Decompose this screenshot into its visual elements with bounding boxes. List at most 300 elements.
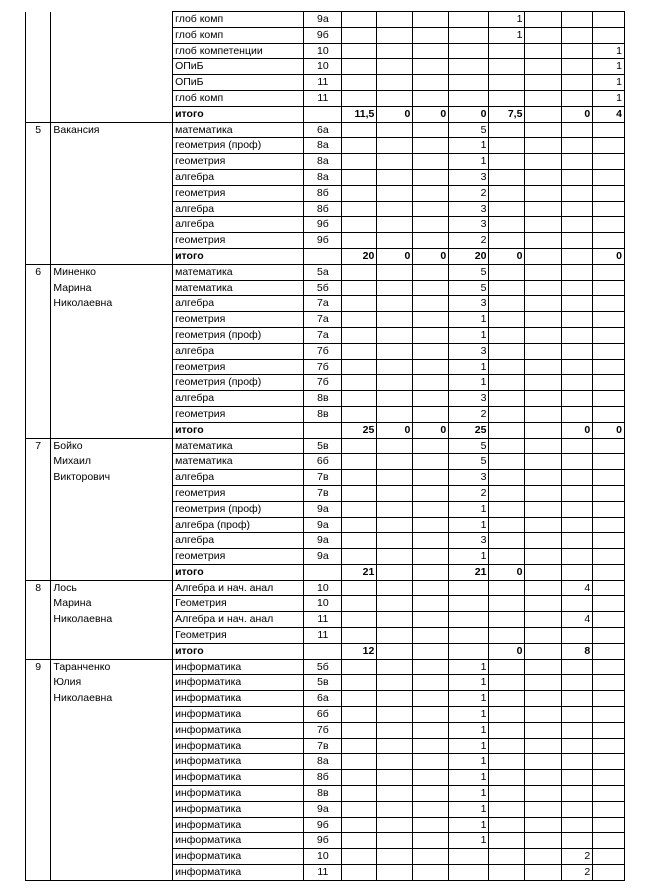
col-f-cell xyxy=(593,533,625,549)
subject-cell: глоб комп xyxy=(173,12,304,28)
spacer-cell xyxy=(525,438,562,454)
col-b-cell xyxy=(413,722,449,738)
col-c-cell: 3 xyxy=(449,343,489,359)
class-cell: 6б xyxy=(304,454,342,470)
col-f-cell xyxy=(593,770,625,786)
col-a-cell xyxy=(377,501,413,517)
col-c-cell: 1 xyxy=(449,659,489,675)
hours-total-cell xyxy=(342,707,377,723)
class-cell: 9а xyxy=(304,12,342,28)
subject-cell: информатика xyxy=(173,817,304,833)
col-b-cell xyxy=(413,296,449,312)
spacer-cell xyxy=(525,138,562,154)
spacer-cell xyxy=(525,359,562,375)
spacer-cell xyxy=(525,770,562,786)
class-cell: 9б xyxy=(304,833,342,849)
teacher-name: Викторович xyxy=(51,470,173,486)
col-f-cell xyxy=(593,312,625,328)
table-row xyxy=(26,75,625,91)
col-c-cell xyxy=(449,643,489,659)
class-cell: 9а xyxy=(304,549,342,565)
teacher-name xyxy=(51,501,173,517)
col-b-cell xyxy=(413,801,449,817)
col-c-cell xyxy=(449,849,489,865)
subject-cell: алгебра xyxy=(173,470,304,486)
spacer-cell xyxy=(525,612,562,628)
col-a-cell xyxy=(377,27,413,43)
col-f-cell xyxy=(593,201,625,217)
teacher-name: Юлия xyxy=(51,675,173,691)
table-row xyxy=(26,406,625,422)
col-c-cell xyxy=(449,596,489,612)
col-f-cell: 1 xyxy=(593,59,625,75)
row-number xyxy=(26,59,51,75)
col-e-cell xyxy=(562,801,593,817)
col-a-cell xyxy=(377,722,413,738)
col-d-cell xyxy=(489,517,525,533)
col-d-cell: 0 xyxy=(489,564,525,580)
class-cell: 5а xyxy=(304,264,342,280)
col-b-cell xyxy=(413,596,449,612)
row-number xyxy=(26,738,51,754)
spacer-cell xyxy=(525,185,562,201)
col-c-cell: 1 xyxy=(449,675,489,691)
subject-cell: итого xyxy=(173,643,304,659)
col-b-cell xyxy=(413,359,449,375)
col-a-cell xyxy=(377,343,413,359)
spacer-cell xyxy=(525,517,562,533)
table-row xyxy=(26,533,625,549)
col-d-cell xyxy=(489,833,525,849)
col-d-cell xyxy=(489,169,525,185)
col-d-cell xyxy=(489,865,525,881)
teacher-name xyxy=(51,59,173,75)
subject-cell: глоб комп xyxy=(173,90,304,106)
table-row xyxy=(26,707,625,723)
table-row xyxy=(26,312,625,328)
row-number xyxy=(26,43,51,59)
teacher-name xyxy=(51,75,173,91)
col-f-cell xyxy=(593,564,625,580)
row-number xyxy=(26,533,51,549)
col-d-cell xyxy=(489,327,525,343)
col-e-cell xyxy=(562,564,593,580)
table-row xyxy=(26,517,625,533)
teacher-name: Марина xyxy=(51,280,173,296)
col-c-cell: 2 xyxy=(449,185,489,201)
class-cell: 9б xyxy=(304,27,342,43)
col-d-cell xyxy=(489,264,525,280)
table-row xyxy=(26,43,625,59)
col-f-cell xyxy=(593,12,625,28)
col-e-cell: 4 xyxy=(562,612,593,628)
hours-total-cell xyxy=(342,738,377,754)
col-a-cell xyxy=(377,280,413,296)
col-b-cell xyxy=(413,738,449,754)
table-row xyxy=(26,375,625,391)
hours-total-cell: 20 xyxy=(342,248,377,264)
class-cell: 10 xyxy=(304,43,342,59)
col-f-cell xyxy=(593,833,625,849)
spacer-cell xyxy=(525,659,562,675)
col-d-cell xyxy=(489,817,525,833)
col-b-cell xyxy=(413,391,449,407)
col-d-cell xyxy=(489,391,525,407)
col-c-cell: 20 xyxy=(449,248,489,264)
class-cell: 5б xyxy=(304,280,342,296)
subject-cell: итого xyxy=(173,248,304,264)
class-cell xyxy=(304,422,342,438)
table-row xyxy=(26,343,625,359)
spacer-cell xyxy=(525,90,562,106)
col-c-cell: 25 xyxy=(449,422,489,438)
col-f-cell xyxy=(593,738,625,754)
teacher-name xyxy=(51,138,173,154)
subject-cell: алгебра xyxy=(173,201,304,217)
col-e-cell xyxy=(562,359,593,375)
col-d-cell xyxy=(489,485,525,501)
subject-cell: информатика xyxy=(173,801,304,817)
table-row xyxy=(26,185,625,201)
row-number xyxy=(26,248,51,264)
col-b-cell: 0 xyxy=(413,248,449,264)
col-d-cell xyxy=(489,312,525,328)
teacher-name: Михаил xyxy=(51,454,173,470)
class-cell: 6а xyxy=(304,122,342,138)
col-f-cell: 4 xyxy=(593,106,625,122)
col-e-cell xyxy=(562,59,593,75)
col-b-cell xyxy=(413,27,449,43)
col-b-cell xyxy=(413,817,449,833)
col-f-cell: 1 xyxy=(593,43,625,59)
subject-cell: информатика xyxy=(173,675,304,691)
class-cell: 8в xyxy=(304,406,342,422)
col-f-cell xyxy=(593,27,625,43)
col-a-cell xyxy=(377,438,413,454)
total-row xyxy=(26,643,625,659)
col-a-cell xyxy=(377,580,413,596)
col-c-cell: 1 xyxy=(449,691,489,707)
row-number xyxy=(26,169,51,185)
class-cell: 11 xyxy=(304,75,342,91)
hours-total-cell: 21 xyxy=(342,564,377,580)
col-d-cell xyxy=(489,375,525,391)
col-c-cell: 1 xyxy=(449,707,489,723)
subject-cell: геометрия xyxy=(173,485,304,501)
teacher-name xyxy=(51,817,173,833)
hours-total-cell xyxy=(342,138,377,154)
col-f-cell xyxy=(593,280,625,296)
teacher-name xyxy=(51,359,173,375)
col-b-cell xyxy=(413,264,449,280)
col-f-cell xyxy=(593,122,625,138)
class-cell xyxy=(304,564,342,580)
row-number: 8 xyxy=(26,580,51,596)
col-c-cell xyxy=(449,612,489,628)
col-b-cell xyxy=(413,754,449,770)
total-row xyxy=(26,248,625,264)
spacer-cell xyxy=(525,375,562,391)
table-row xyxy=(26,438,625,454)
table-row xyxy=(26,280,625,296)
class-cell: 7б xyxy=(304,722,342,738)
teacher-name xyxy=(51,248,173,264)
subject-cell: геометрия (проф) xyxy=(173,138,304,154)
col-b-cell xyxy=(413,454,449,470)
table-row xyxy=(26,849,625,865)
table-row xyxy=(26,359,625,375)
row-number xyxy=(26,138,51,154)
col-c-cell: 1 xyxy=(449,754,489,770)
teacher-name xyxy=(51,375,173,391)
col-b-cell xyxy=(413,217,449,233)
teacher-name: Вакансия xyxy=(51,122,173,138)
col-f-cell: 0 xyxy=(593,422,625,438)
col-e-cell xyxy=(562,786,593,802)
teacher-name xyxy=(51,801,173,817)
col-c-cell: 1 xyxy=(449,801,489,817)
row-number: 6 xyxy=(26,264,51,280)
teacher-name xyxy=(51,533,173,549)
col-f-cell xyxy=(593,233,625,249)
col-b-cell xyxy=(413,549,449,565)
col-c-cell: 1 xyxy=(449,549,489,565)
workload-table-body xyxy=(26,12,625,881)
hours-total-cell xyxy=(342,12,377,28)
row-number xyxy=(26,27,51,43)
col-d-cell xyxy=(489,533,525,549)
class-cell: 8в xyxy=(304,391,342,407)
teacher-name xyxy=(51,406,173,422)
col-b-cell xyxy=(413,343,449,359)
col-e-cell xyxy=(562,549,593,565)
table-row xyxy=(26,770,625,786)
col-f-cell xyxy=(593,722,625,738)
row-number xyxy=(26,722,51,738)
col-f-cell: 0 xyxy=(593,248,625,264)
subject-cell: информатика xyxy=(173,738,304,754)
spacer-cell xyxy=(525,533,562,549)
hours-total-cell xyxy=(342,296,377,312)
col-d-cell: 1 xyxy=(489,27,525,43)
col-c-cell: 1 xyxy=(449,501,489,517)
col-d-cell xyxy=(489,659,525,675)
spacer-cell xyxy=(525,817,562,833)
class-cell: 8в xyxy=(304,786,342,802)
col-b-cell xyxy=(413,628,449,644)
table-row xyxy=(26,264,625,280)
col-a-cell xyxy=(377,406,413,422)
col-a-cell xyxy=(377,533,413,549)
col-c-cell: 5 xyxy=(449,438,489,454)
col-e-cell xyxy=(562,90,593,106)
table-row xyxy=(26,801,625,817)
col-d-cell xyxy=(489,280,525,296)
row-number xyxy=(26,470,51,486)
spacer-cell xyxy=(525,485,562,501)
col-b-cell xyxy=(413,865,449,881)
col-a-cell xyxy=(377,485,413,501)
hours-total-cell xyxy=(342,659,377,675)
hours-total-cell xyxy=(342,501,377,517)
col-e-cell xyxy=(562,248,593,264)
subject-cell: итого xyxy=(173,106,304,122)
class-cell: 8б xyxy=(304,201,342,217)
teacher-name xyxy=(51,43,173,59)
class-cell: 5в xyxy=(304,438,342,454)
class-cell: 7б xyxy=(304,359,342,375)
hours-total-cell xyxy=(342,327,377,343)
col-a-cell: 0 xyxy=(377,106,413,122)
col-f-cell xyxy=(593,628,625,644)
col-f-cell xyxy=(593,359,625,375)
col-a-cell xyxy=(377,817,413,833)
col-c-cell xyxy=(449,27,489,43)
table-row xyxy=(26,675,625,691)
row-number xyxy=(26,280,51,296)
class-cell: 8а xyxy=(304,154,342,170)
subject-cell: геометрия xyxy=(173,154,304,170)
col-e-cell xyxy=(562,312,593,328)
subject-cell: алгебра xyxy=(173,533,304,549)
col-e-cell: 0 xyxy=(562,106,593,122)
teacher-name xyxy=(51,833,173,849)
col-a-cell: 0 xyxy=(377,422,413,438)
col-b-cell xyxy=(413,138,449,154)
hours-total-cell xyxy=(342,217,377,233)
col-a-cell xyxy=(377,517,413,533)
col-e-cell xyxy=(562,691,593,707)
col-a-cell xyxy=(377,59,413,75)
teacher-name xyxy=(51,201,173,217)
col-b-cell xyxy=(413,406,449,422)
subject-cell: геометрия (проф) xyxy=(173,375,304,391)
col-e-cell xyxy=(562,533,593,549)
col-f-cell xyxy=(593,849,625,865)
row-number xyxy=(26,422,51,438)
subject-cell: информатика xyxy=(173,722,304,738)
col-e-cell xyxy=(562,43,593,59)
class-cell: 7а xyxy=(304,312,342,328)
col-a-cell xyxy=(377,786,413,802)
subject-cell: геометрия (проф) xyxy=(173,501,304,517)
col-c-cell: 3 xyxy=(449,169,489,185)
subject-cell: математика xyxy=(173,280,304,296)
spacer-cell xyxy=(525,296,562,312)
teacher-name: Бойко xyxy=(51,438,173,454)
subject-cell: алгебра xyxy=(173,169,304,185)
col-f-cell xyxy=(593,470,625,486)
col-c-cell: 1 xyxy=(449,359,489,375)
table-row xyxy=(26,138,625,154)
table-row xyxy=(26,59,625,75)
teacher-name xyxy=(51,770,173,786)
col-d-cell xyxy=(489,422,525,438)
col-e-cell xyxy=(562,391,593,407)
col-d-cell xyxy=(489,849,525,865)
col-e-cell xyxy=(562,169,593,185)
col-f-cell xyxy=(593,343,625,359)
col-d-cell xyxy=(489,754,525,770)
col-d-cell xyxy=(489,707,525,723)
total-row xyxy=(26,422,625,438)
row-number xyxy=(26,596,51,612)
hours-total-cell xyxy=(342,770,377,786)
spacer-cell xyxy=(525,470,562,486)
col-f-cell xyxy=(593,169,625,185)
col-d-cell xyxy=(489,722,525,738)
col-d-cell xyxy=(489,801,525,817)
col-a-cell xyxy=(377,659,413,675)
class-cell: 9а xyxy=(304,517,342,533)
row-number: 7 xyxy=(26,438,51,454)
col-d-cell xyxy=(489,75,525,91)
col-c-cell: 1 xyxy=(449,375,489,391)
row-number xyxy=(26,801,51,817)
col-b-cell: 0 xyxy=(413,106,449,122)
spacer-cell xyxy=(525,201,562,217)
col-a-cell xyxy=(377,43,413,59)
subject-cell: итого xyxy=(173,564,304,580)
spacer-cell xyxy=(525,327,562,343)
spacer-cell xyxy=(525,343,562,359)
total-row xyxy=(26,106,625,122)
teacher-name xyxy=(51,517,173,533)
row-number: 9 xyxy=(26,659,51,675)
class-cell: 10 xyxy=(304,596,342,612)
hours-total-cell xyxy=(342,312,377,328)
col-f-cell xyxy=(593,786,625,802)
teacher-name xyxy=(51,391,173,407)
col-e-cell xyxy=(562,722,593,738)
col-b-cell xyxy=(413,438,449,454)
spacer-cell xyxy=(525,865,562,881)
col-b-cell xyxy=(413,154,449,170)
col-e-cell xyxy=(562,406,593,422)
spacer-cell xyxy=(525,264,562,280)
hours-total-cell xyxy=(342,59,377,75)
row-number xyxy=(26,754,51,770)
row-number xyxy=(26,628,51,644)
col-d-cell xyxy=(489,596,525,612)
col-e-cell xyxy=(562,517,593,533)
col-a-cell xyxy=(377,154,413,170)
col-f-cell: 1 xyxy=(593,75,625,91)
subject-cell: глоб компетенции xyxy=(173,43,304,59)
col-d-cell xyxy=(489,185,525,201)
hours-total-cell xyxy=(342,280,377,296)
col-c-cell: 5 xyxy=(449,454,489,470)
spacer-cell xyxy=(525,59,562,75)
hours-total-cell: 11,5 xyxy=(342,106,377,122)
table-row xyxy=(26,454,625,470)
hours-total-cell xyxy=(342,185,377,201)
col-b-cell xyxy=(413,786,449,802)
col-e-cell: 4 xyxy=(562,580,593,596)
col-a-cell xyxy=(377,312,413,328)
table-row xyxy=(26,580,625,596)
col-b-cell xyxy=(413,612,449,628)
col-e-cell xyxy=(562,470,593,486)
row-number xyxy=(26,233,51,249)
col-b-cell xyxy=(413,327,449,343)
col-a-cell xyxy=(377,675,413,691)
row-number xyxy=(26,549,51,565)
hours-total-cell xyxy=(342,628,377,644)
teacher-name: Марина xyxy=(51,596,173,612)
col-e-cell xyxy=(562,675,593,691)
col-c-cell xyxy=(449,580,489,596)
